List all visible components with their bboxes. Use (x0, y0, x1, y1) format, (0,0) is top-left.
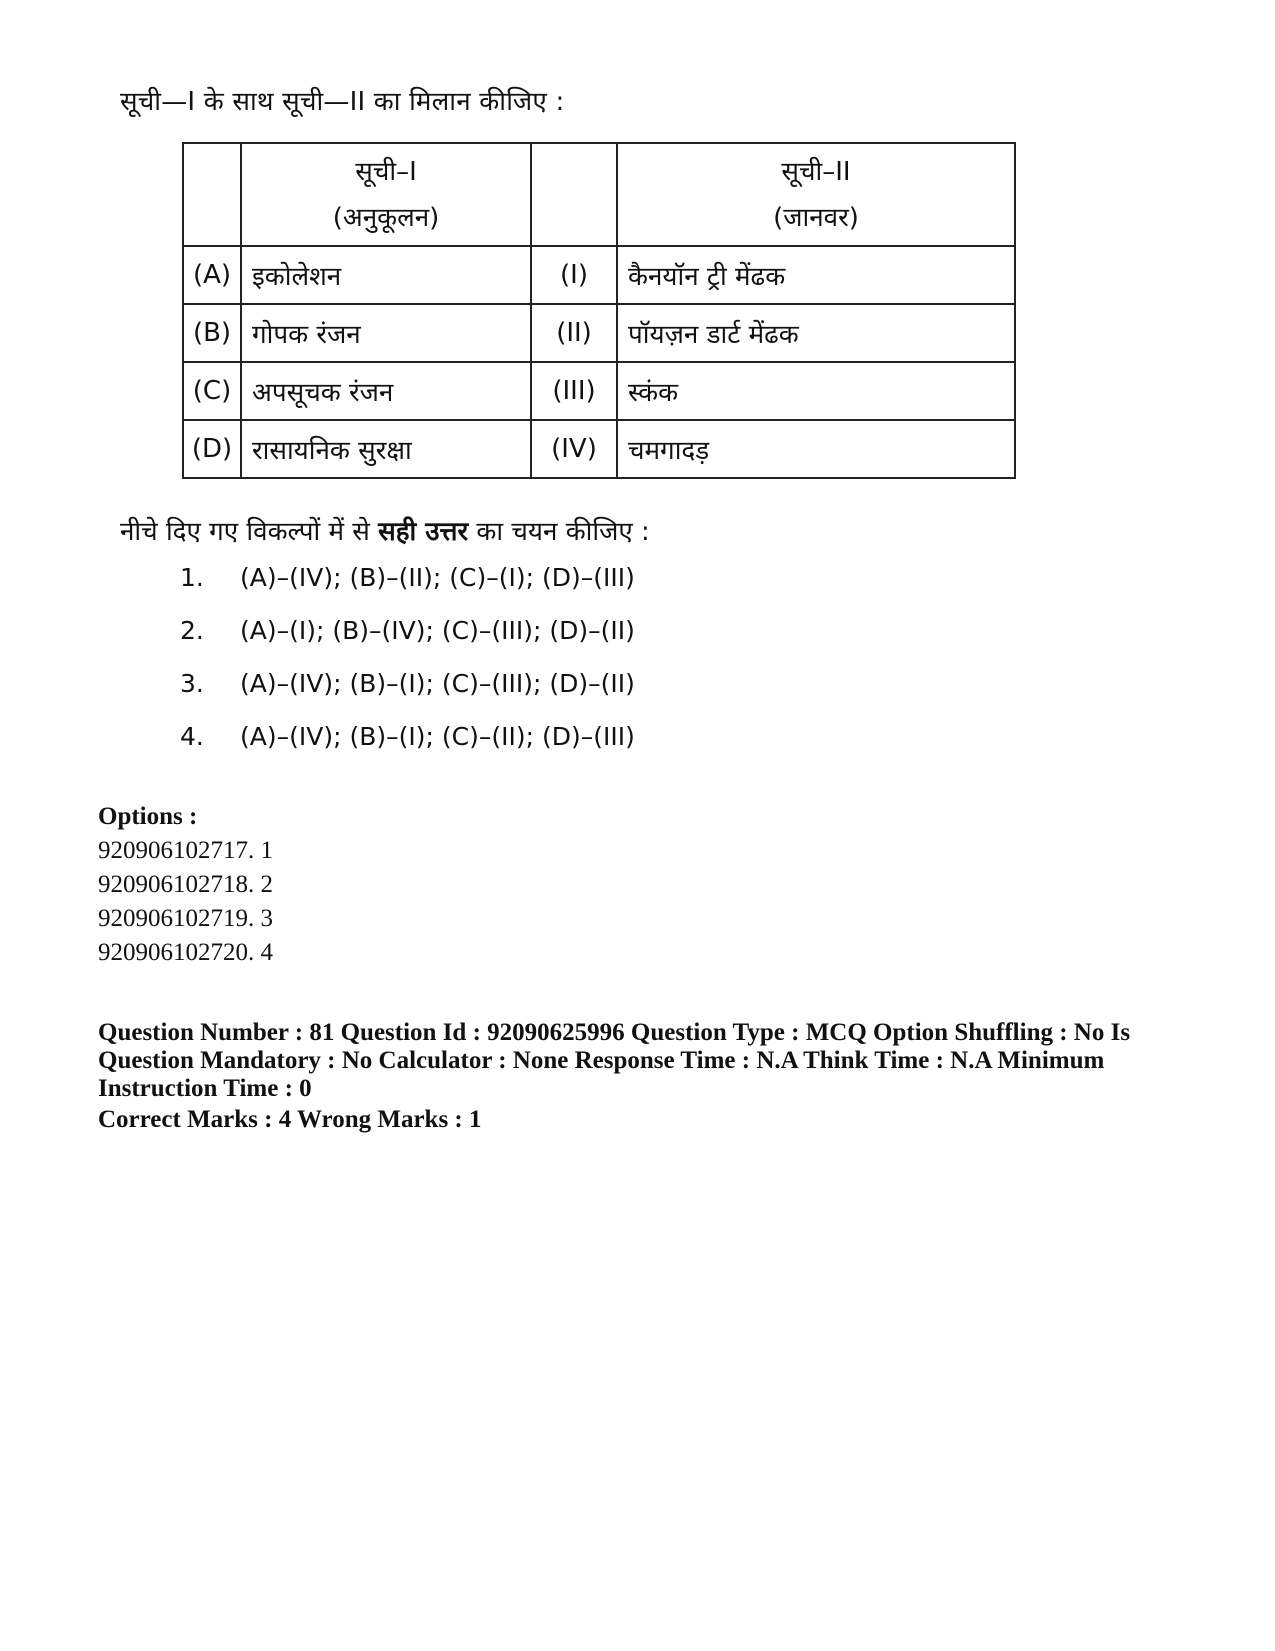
list1-title: सूची–I (355, 156, 417, 187)
row-adaptation: अपसूचक रंजन (241, 362, 531, 420)
option-item: 920906102717. 1 (98, 837, 273, 864)
answer-choice (180, 563, 635, 616)
choose-instruction (120, 512, 650, 548)
option-item: 920906102720. 4 (98, 939, 273, 966)
option-item: 920906102719. 3 (98, 905, 273, 932)
answer-choice (180, 669, 635, 722)
row-adaptation: इकोलेशन (241, 246, 531, 304)
choice-number: 3. (180, 669, 204, 698)
list2-title: सूची–II (781, 156, 851, 187)
row-roman: (I) (531, 246, 617, 304)
header-blank-cell (183, 143, 241, 246)
list1-header (241, 143, 531, 246)
answer-choice (180, 616, 635, 669)
row-animal: कैनयॉन ट्री मेंढक (617, 246, 1015, 304)
question-marks: Correct Marks : 4 Wrong Marks : 1 (98, 1106, 482, 1133)
table-row (183, 420, 1015, 478)
row-adaptation: रासायनिक सुरक्षा (241, 420, 531, 478)
row-letter: (C) (183, 362, 241, 420)
choose-text-before: नीचे दिए गए विकल्पों में से (120, 517, 379, 547)
table-header-row (183, 143, 1015, 246)
options-title: Options : (98, 803, 198, 830)
choice-number: 1. (180, 563, 204, 592)
row-letter: (A) (183, 246, 241, 304)
table-row (183, 362, 1015, 420)
option-item: 920906102718. 2 (98, 871, 273, 898)
row-animal: पॉयज़न डार्ट मेंढक (617, 304, 1015, 362)
choice-text: (A)–(IV); (B)–(I); (C)–(III); (D)–(II) (240, 669, 635, 698)
choose-text-after: का चयन कीजिए : (468, 517, 650, 547)
row-roman: (II) (531, 304, 617, 362)
row-roman: (III) (531, 362, 617, 420)
options-list (98, 837, 273, 973)
row-letter: (D) (183, 420, 241, 478)
header-blank-cell (531, 143, 617, 246)
list1-subtitle: (अनुकूलन) (332, 202, 440, 233)
answer-choices (180, 563, 635, 775)
row-letter: (B) (183, 304, 241, 362)
row-animal: चमगादड़ (617, 420, 1015, 478)
choice-number: 2. (180, 616, 204, 645)
table-row (183, 246, 1015, 304)
choice-number: 4. (180, 722, 204, 751)
choice-text: (A)–(IV); (B)–(I); (C)–(II); (D)–(III) (240, 722, 635, 751)
row-adaptation: गोपक रंजन (241, 304, 531, 362)
choice-text: (A)–(IV); (B)–(II); (C)–(I); (D)–(III) (240, 563, 635, 592)
choose-text-bold: सही उत्तर (378, 517, 469, 547)
match-instruction: सूची—I के साथ सूची—II का मिलान कीजिए : (120, 87, 565, 117)
table-row (183, 304, 1015, 362)
match-table (182, 142, 1016, 479)
question-meta: Question Number : 81 Question Id : 92090625996 Question Type : MCQ Option Shuffling : No Is Question Mandatory : No Calculator : None Response Time : N.A Think Time : N.A Minimum Instruction Time : 0 (98, 1019, 1131, 1102)
choice-text: (A)–(I); (B)–(IV); (C)–(III); (D)–(II) (240, 616, 635, 645)
row-roman: (IV) (531, 420, 617, 478)
answer-choice (180, 722, 635, 775)
list2-header (617, 143, 1015, 246)
list2-subtitle: (जानवर) (773, 202, 859, 233)
row-animal: स्कंक (617, 362, 1015, 420)
